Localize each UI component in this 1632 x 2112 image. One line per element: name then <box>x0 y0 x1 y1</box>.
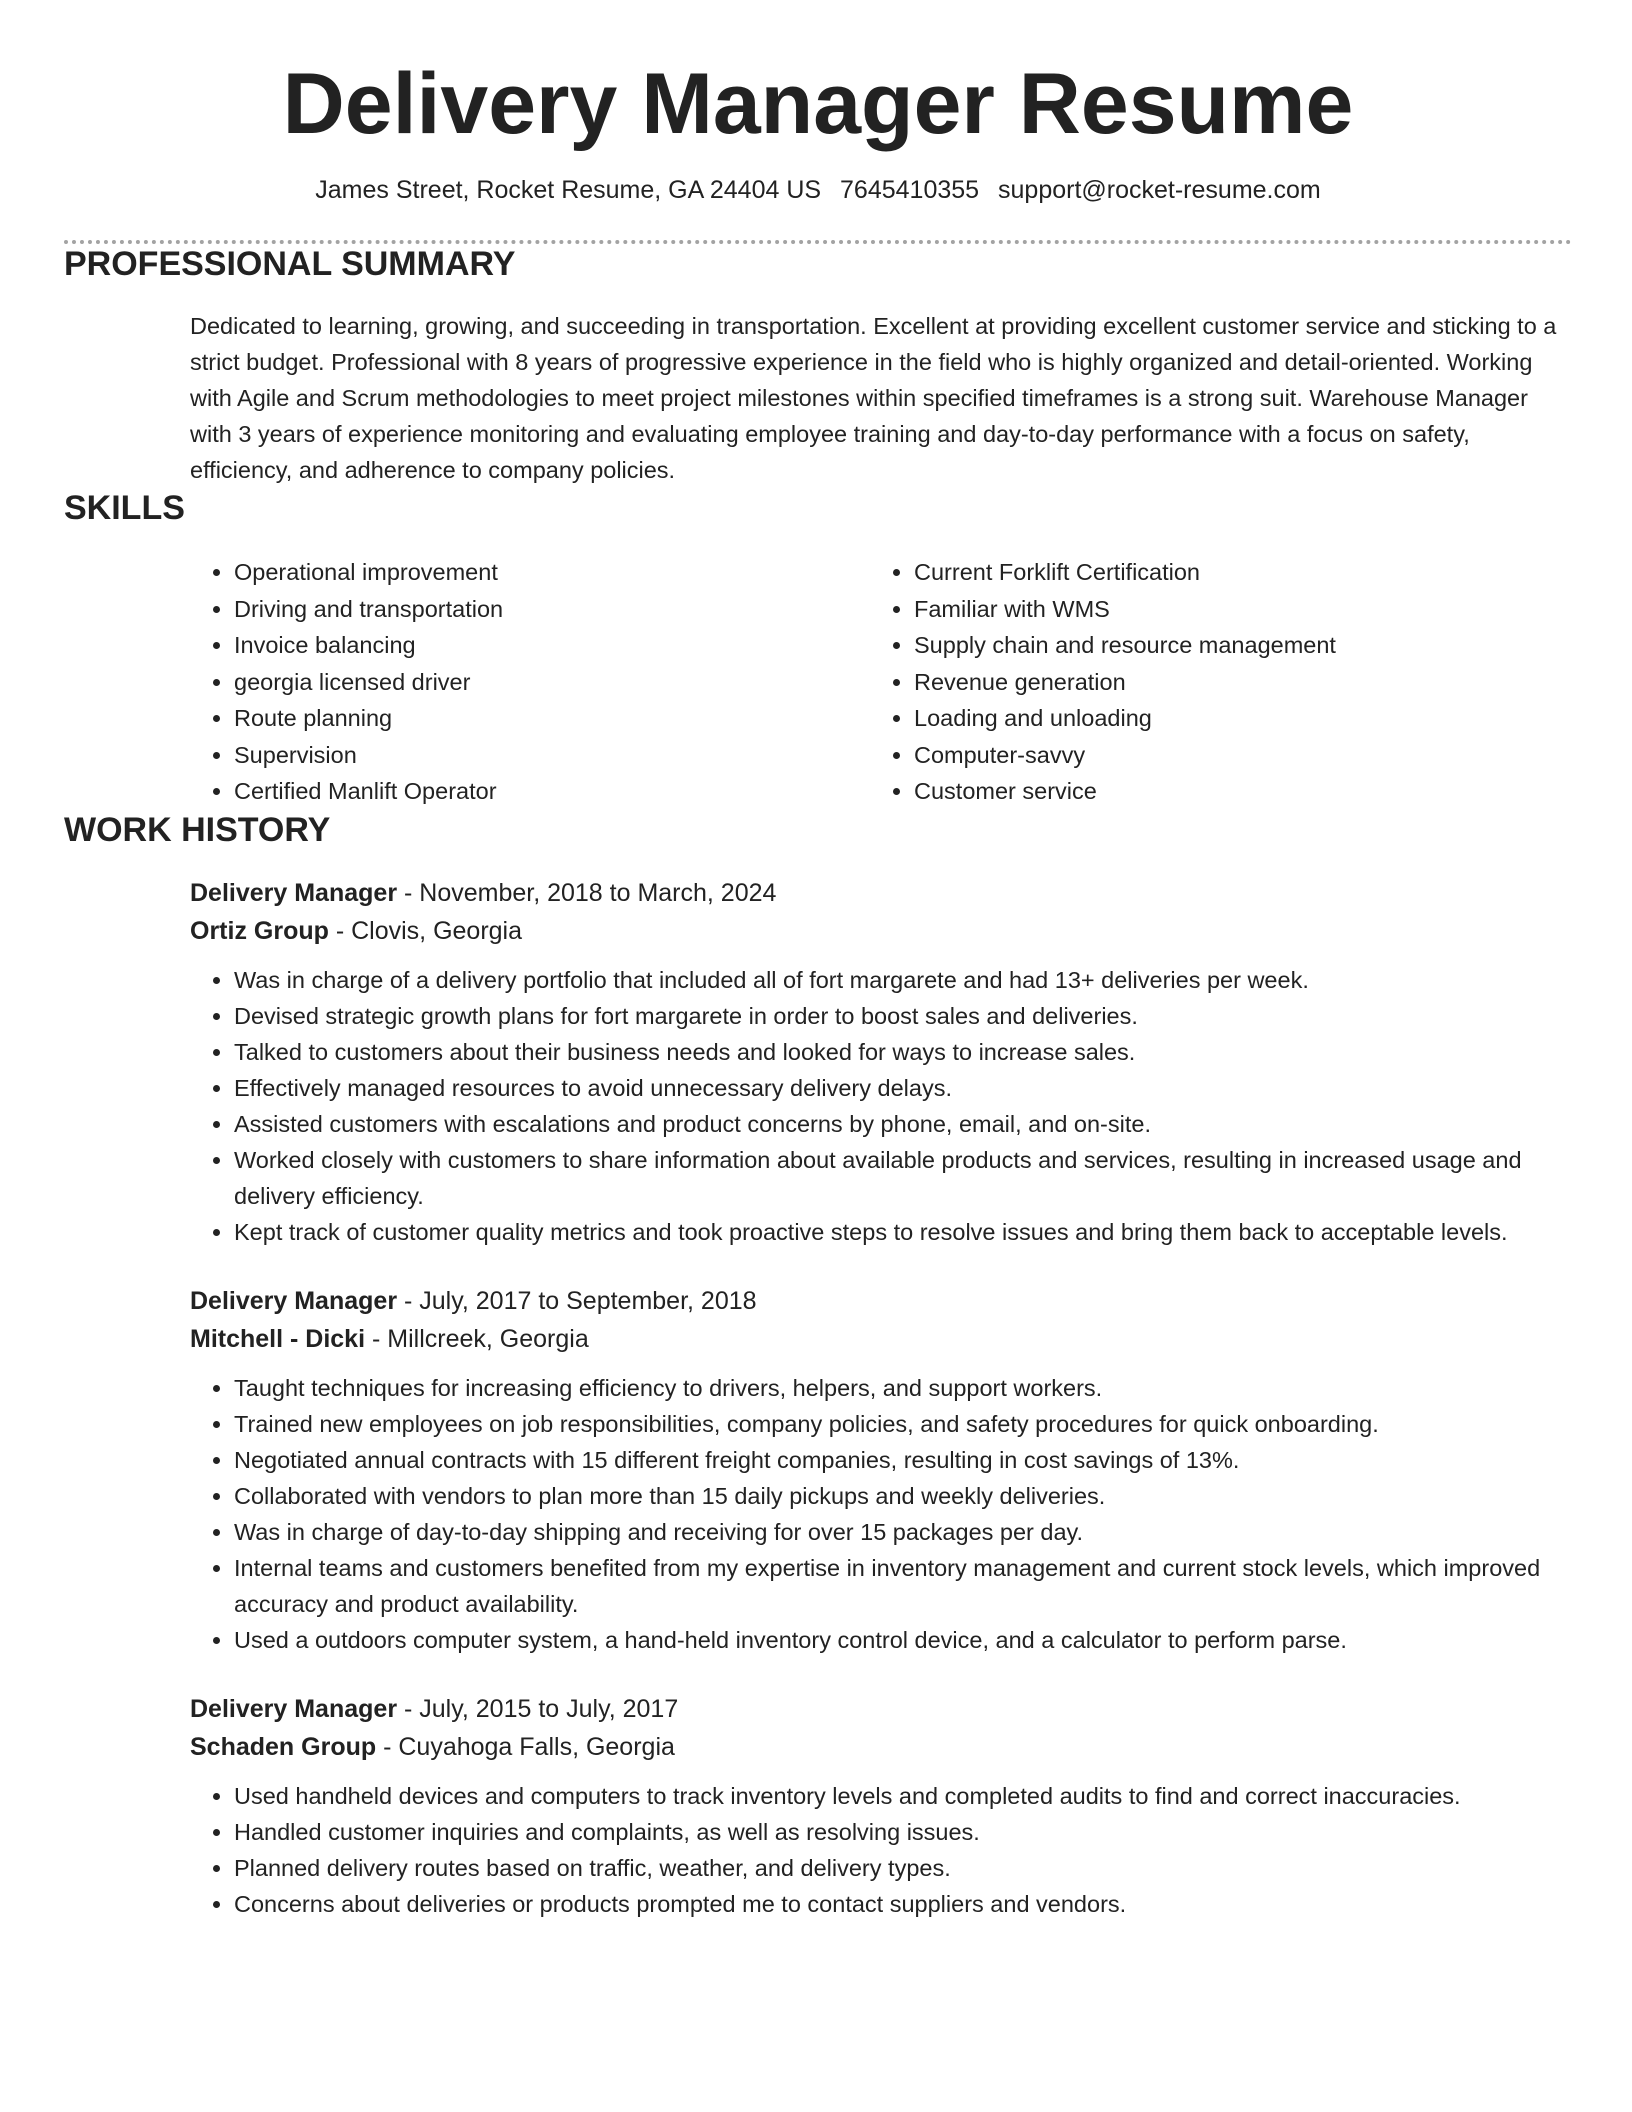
job-bullet: • Worked closely with customers to share information about available products and services, resulting in increased usage and delivery efficiency. <box>234 1142 1574 1214</box>
job-company-line <box>190 1728 1572 1766</box>
job-company: Mitchell - Dicki <box>190 1324 366 1353</box>
skills-list <box>190 554 1572 810</box>
job-bullet: • Effectively managed resources to avoid unnecessary delivery delays. <box>234 1070 1574 1106</box>
job-bullet: • Was in charge of day-to-day shipping and receiving for over 15 packages per day. <box>234 1514 1574 1550</box>
job-bullet: • Taught techniques for increasing efficiency to drivers, helpers, and support workers. <box>234 1370 1574 1406</box>
job-entry <box>190 1690 1572 1922</box>
job-title-line <box>190 1690 1572 1728</box>
skill-item: • georgia licensed driver <box>234 664 870 701</box>
job-bullet: • Kept track of customer quality metrics and took proactive steps to resolve issues and bring them back to acceptable levels. <box>234 1214 1574 1250</box>
skills-column-2 <box>870 554 1554 810</box>
skill-item: • Operational improvement <box>234 554 870 591</box>
job-company: Ortiz Group <box>190 916 329 945</box>
job-bullet: • Handled customer inquiries and complaints, as well as resolving issues. <box>234 1814 1574 1850</box>
contact-phone: 7645410355 <box>840 176 980 204</box>
contact-line <box>64 174 1572 206</box>
job-bullet: • Was in charge of a delivery portfolio that included all of fort margarete and had 13+ deliveries per week. <box>234 962 1574 998</box>
resume-page <box>64 0 1572 1922</box>
skill-item: • Supply chain and resource management <box>914 627 1554 664</box>
job-entry <box>190 874 1572 1250</box>
job-bullet: • Trained new employees on job responsibilities, company policies, and safety procedures for quick onboarding. <box>234 1406 1574 1442</box>
skill-item: • Route planning <box>234 700 870 737</box>
job-company: Schaden Group <box>190 1732 377 1761</box>
job-bullet: • Negotiated annual contracts with 15 different freight companies, resulting in cost savings of 13%. <box>234 1442 1574 1478</box>
work-history-heading: WORK HISTORY <box>64 810 331 849</box>
job-title-line <box>190 1282 1572 1320</box>
skill-item: • Current Forklift Certification <box>914 554 1554 591</box>
job-bullet: • Assisted customers with escalations and product concerns by phone, email, and on-site. <box>234 1106 1574 1142</box>
job-bullets <box>190 1370 1574 1658</box>
contact-address: James Street, Rocket Resume, GA 24404 US <box>315 176 822 204</box>
job-bullet: • Talked to customers about their business needs and looked for ways to increase sales. <box>234 1034 1574 1070</box>
job-company-line <box>190 1320 1572 1358</box>
job-location: - Cuyahoga Falls, Georgia <box>376 1732 675 1761</box>
job-bullets <box>190 1778 1574 1922</box>
contact-email: support@rocket-resume.com <box>998 176 1321 204</box>
skill-item: • Invoice balancing <box>234 627 870 664</box>
job-bullet: • Internal teams and customers benefited from my expertise in inventory management and current stock levels, which improved accuracy and product availability. <box>234 1550 1574 1622</box>
summary-text: Dedicated to learning, growing, and succeeding in transportation. Excellent at providing excellent customer service and sticking to a strict budget. Professional with 8 years of progressive experience in the field who is highly organized and detail-oriented. Working with Agile and Scrum methodologies to meet project milestones within specified timeframes is a strong suit. Warehouse Manager with 3 years of experience monitoring and evaluating employee training and day-to-day performance with a focus on safety, efficiency, and adherence to company policies. <box>190 313 1557 483</box>
job-bullet: • Planned delivery routes based on traffic, weather, and delivery types. <box>234 1850 1574 1886</box>
job-entry <box>190 1282 1572 1658</box>
skill-item: • Driving and transportation <box>234 591 870 628</box>
job-role: Delivery Manager <box>190 1286 398 1315</box>
job-title-line <box>190 874 1572 912</box>
skills-column-1 <box>190 554 870 810</box>
job-dates: - July, 2017 to September, 2018 <box>397 1286 757 1315</box>
skill-item: • Familiar with WMS <box>914 591 1554 628</box>
job-role: Delivery Manager <box>190 1694 398 1723</box>
job-bullet: • Devised strategic growth plans for fort margarete in order to boost sales and deliveries. <box>234 998 1574 1034</box>
job-dates: - July, 2015 to July, 2017 <box>397 1694 679 1723</box>
job-bullets <box>190 962 1574 1250</box>
job-location: - Clovis, Georgia <box>328 916 523 945</box>
summary-heading: PROFESSIONAL SUMMARY <box>64 245 516 283</box>
skills-heading: SKILLS <box>64 489 185 527</box>
skill-item: • Revenue generation <box>914 664 1554 701</box>
page-title: Delivery Manager Resume <box>282 56 1354 152</box>
skill-item: • Certified Manlift Operator <box>234 773 870 810</box>
job-bullet: • Collaborated with vendors to plan more than 15 daily pickups and weekly deliveries. <box>234 1478 1574 1514</box>
job-bullet: • Used a outdoors computer system, a hand-held inventory control device, and a calculator to perform parse. <box>234 1622 1574 1658</box>
skill-item: • Computer-savvy <box>914 737 1554 774</box>
job-bullet: • Concerns about deliveries or products prompted me to contact suppliers and vendors. <box>234 1886 1574 1922</box>
job-company-line <box>190 912 1572 950</box>
skill-item: • Loading and unloading <box>914 700 1554 737</box>
job-role: Delivery Manager <box>190 878 398 907</box>
job-location: - Millcreek, Georgia <box>365 1324 589 1353</box>
job-bullet: • Used handheld devices and computers to track inventory levels and completed audits to find and correct inaccuracies. <box>234 1778 1574 1814</box>
skill-item: • Customer service <box>914 773 1554 810</box>
job-dates: - November, 2018 to March, 2024 <box>397 878 777 907</box>
skill-item: • Supervision <box>234 737 870 774</box>
